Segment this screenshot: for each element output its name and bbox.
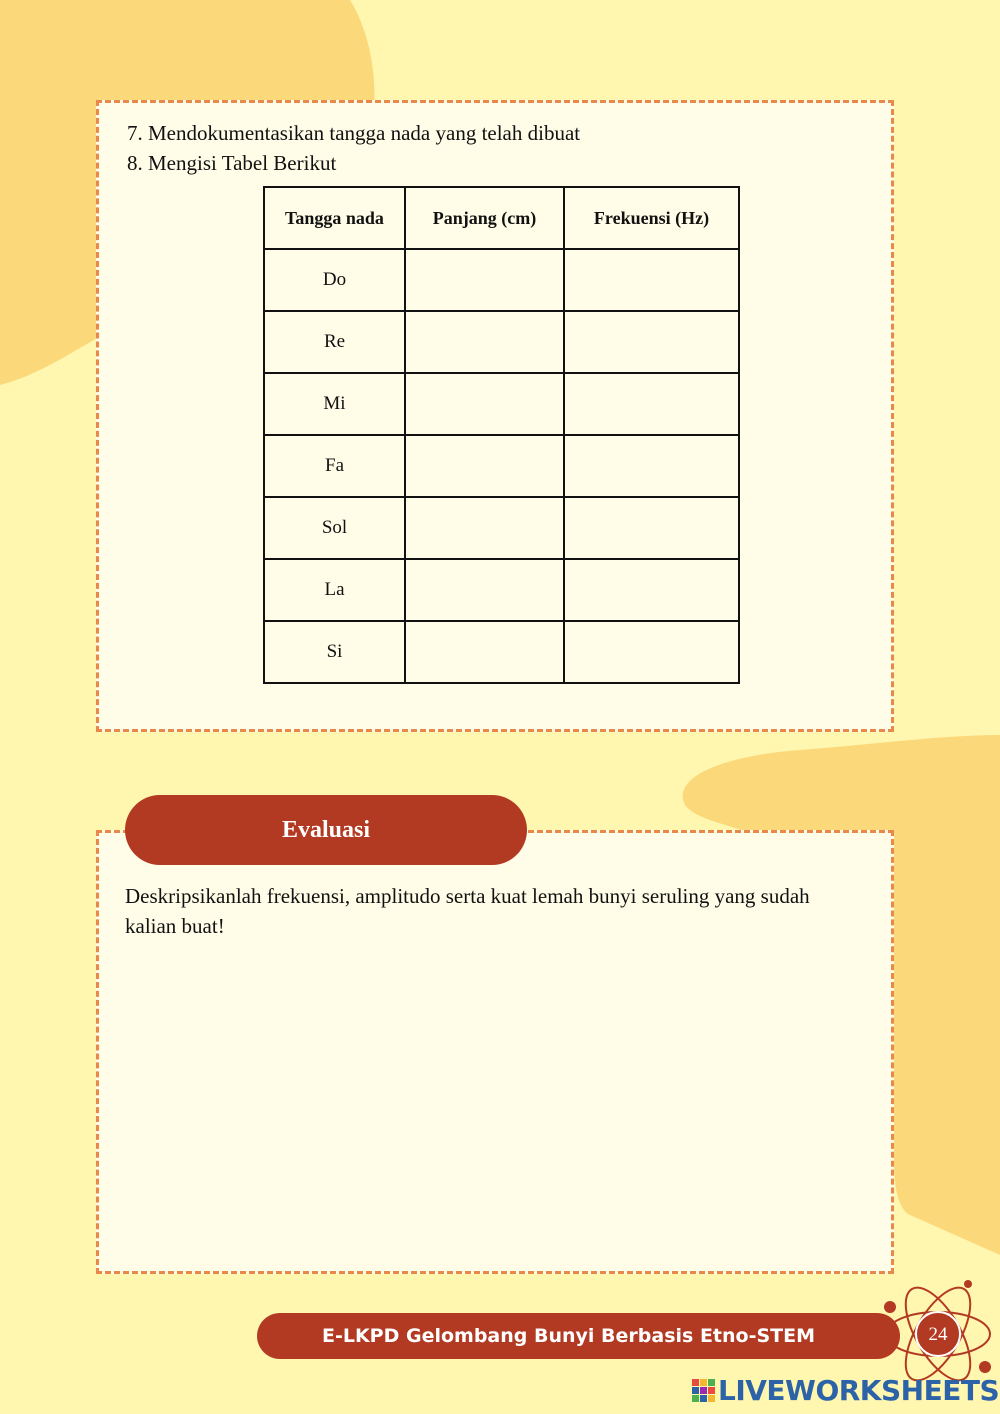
evaluation-card [96,830,894,1274]
header-panjang: Panjang (cm) [405,187,564,249]
frequency-input-cell[interactable] [564,435,739,497]
note-cell: La [264,559,405,621]
length-input-cell[interactable] [405,311,564,373]
table-header-row [264,187,739,249]
note-cell: Si [264,621,405,683]
length-input-cell[interactable] [405,497,564,559]
frequency-input-cell[interactable] [564,497,739,559]
step-7-text: 7. Mendokumentasikan tangga nada yang telah dibuat [127,121,581,145]
evaluation-question: Deskripsikanlah frekuensi, amplitudo serta kuat lemah bunyi seruling yang sudah kalian buat! [125,884,810,938]
step-8-text: 8. Mengisi Tabel Berikut [127,151,337,175]
liveworksheets-logo [692,1374,999,1407]
page-number: 24 [928,1324,948,1345]
table-row [264,621,739,683]
note-cell: Do [264,249,405,311]
table-row [264,249,739,311]
frequency-input-cell[interactable] [564,311,739,373]
length-input-cell[interactable] [405,435,564,497]
frequency-input-cell[interactable] [564,559,739,621]
liveworksheets-wordmark: LIVEWORKSHEETS [718,1374,1000,1407]
length-input-cell[interactable] [405,249,564,311]
table-row [264,559,739,621]
instructions-card [96,100,894,732]
table-row [264,373,739,435]
note-cell: Re [264,311,405,373]
frequency-input-cell[interactable] [564,249,739,311]
note-cell: Fa [264,435,405,497]
header-frekuensi: Frekuensi (Hz) [564,187,739,249]
frequency-input-cell[interactable] [564,621,739,683]
table-row [264,435,739,497]
length-input-cell[interactable] [405,559,564,621]
length-input-cell[interactable] [405,621,564,683]
table-row [264,311,739,373]
evaluation-title: Evaluasi [281,816,371,843]
note-cell: Mi [264,373,405,435]
length-input-cell[interactable] [405,373,564,435]
header-tangga-nada: Tangga nada [264,187,405,249]
frequency-input-cell[interactable] [564,373,739,435]
note-cell: Sol [264,497,405,559]
liveworksheets-grid-icon [692,1379,716,1403]
footer-banner [257,1313,900,1359]
table-row [264,497,739,559]
footer-title: E-LKPD Gelombang Bunyi Berbasis Etno-STEM [321,1325,816,1347]
evaluation-heading [125,795,527,865]
evaluation-answer-area[interactable] [125,953,865,1253]
scale-table [263,186,740,684]
